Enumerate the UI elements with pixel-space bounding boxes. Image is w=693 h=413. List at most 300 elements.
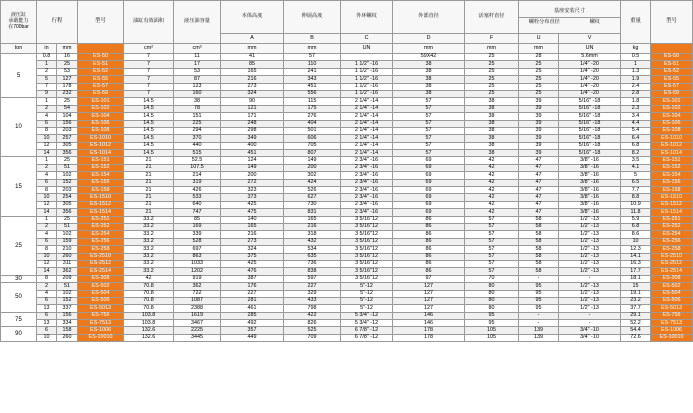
oil-area-cell: 103.8 [124, 312, 174, 319]
capacity-cell: 10 [1, 98, 37, 157]
outer-thread-cell: 2 3/4" -16 [341, 187, 393, 194]
stroke-mm-cell: 152 [57, 297, 78, 304]
extended-height-cell: 57 [284, 54, 341, 61]
body-height-cell: 216 [221, 76, 284, 83]
thread-cell: 1/2" -13 [559, 305, 621, 312]
plunger-diameter-cell: 105 [465, 334, 519, 341]
stroke-in-cell: 4 [37, 290, 57, 297]
table-row [1, 150, 693, 157]
weight-cell: 3.5 [621, 157, 651, 164]
bolt-circle-cell: 25 [519, 90, 559, 97]
model-right-cell: ES-52 [651, 68, 693, 75]
model-cell: ES-102 [78, 105, 124, 112]
stroke-in-cell: 13 [37, 305, 57, 312]
thread-cell: 3/8" -16 [559, 201, 621, 208]
table-row [1, 142, 693, 149]
outer-thread-cell: 1 1/2" -16 [341, 61, 393, 68]
body-height-cell: 216 [221, 231, 284, 238]
oil-capacity-cell: 107.5 [174, 164, 221, 171]
outer-diameter-cell: 127 [393, 290, 465, 297]
plunger-diameter-cell: 38 [465, 98, 519, 105]
oil-capacity-cell: 1202 [174, 268, 221, 275]
outer-diameter-cell: 69 [393, 187, 465, 194]
table-row [1, 275, 693, 282]
thread-cell: 3/8" -16 [559, 179, 621, 186]
extended-height-cell: 115 [284, 98, 341, 105]
bolt-circle-cell: 95 [519, 283, 559, 290]
thread-cell: 5/16" -18 [559, 120, 621, 127]
model-cell: ES-108 [78, 127, 124, 134]
stroke-in-cell: 2 [37, 105, 57, 112]
extended-height-cell: 241 [284, 68, 341, 75]
mount-size-header [519, 1, 621, 34]
letter-v: V [559, 34, 621, 44]
oil-capacity-cell: 123 [174, 83, 221, 90]
model-right-cell: ES-252 [651, 223, 693, 230]
oil-area-cell: 21 [124, 172, 174, 179]
outer-thread-cell: 2 1/4" -14 [341, 105, 393, 112]
stroke-mm-cell: 156 [57, 120, 78, 127]
extended-height-cell: 329 [284, 290, 341, 297]
capacity-cell: 90 [1, 327, 37, 342]
oil-area-cell: 132.6 [124, 327, 174, 334]
plunger-diameter-cell: 42 [465, 209, 519, 216]
stroke-in-cell: 9 [37, 90, 57, 97]
extended-height-cell: 227 [284, 283, 341, 290]
outer-thread-cell: 2 3/4" -16 [341, 157, 393, 164]
weight-cell: 2.8 [621, 90, 651, 97]
model-right-cell: ES-1006 [651, 327, 693, 334]
bolt-circle-cell: 39 [519, 98, 559, 105]
outer-diameter-cell: 178 [393, 334, 465, 341]
bolt-circle-cell: 39 [519, 120, 559, 127]
bolt-circle-cell: 95 [519, 290, 559, 297]
table-row [1, 187, 693, 194]
table-row [1, 157, 693, 164]
body-height-cell: 149 [221, 164, 284, 171]
body-height-cell: 492 [221, 320, 284, 327]
weight-cell: 6.8 [621, 223, 651, 230]
plunger-diameter-cell: 25 [465, 90, 519, 97]
unit-capacity: cm³ [174, 44, 221, 54]
model-cell: ES-2512 [78, 260, 124, 267]
thread-cell: 3/8" -16 [559, 209, 621, 216]
oil-area-cell: 33.2 [124, 238, 174, 245]
body-height-cell: 90 [221, 98, 284, 105]
table-row [1, 201, 693, 208]
model-cell: ES-101 [78, 98, 124, 105]
bolt-circle-cell: 47 [519, 157, 559, 164]
thread-cell: 5.6mm [559, 54, 621, 61]
body-height-cell: 387 [221, 275, 284, 282]
oil-area-cell: 33.2 [124, 246, 174, 253]
table-row [1, 320, 693, 327]
thread-cell: 5/16" -18 [559, 113, 621, 120]
stroke-in-cell: 6 [37, 297, 57, 304]
stroke-in-cell: 2 [37, 283, 57, 290]
outer-diameter-cell: 38 [393, 90, 465, 97]
stroke-in-cell: 6 [37, 179, 57, 186]
body-height-cell: 140 [221, 216, 284, 223]
bolt-circle-cell: 58 [519, 238, 559, 245]
extended-height-cell: 798 [284, 305, 341, 312]
oil-area-cell: 21 [124, 157, 174, 164]
model-right-cell: ES-251 [651, 216, 693, 223]
outer-thread-cell: 2 3/4" -16 [341, 179, 393, 186]
body-height-cell: 373 [221, 194, 284, 201]
model-cell: ES-59 [78, 90, 124, 97]
outer-thread-cell: 5 3/4" -12 [341, 312, 393, 319]
weight-cell: 5.4 [621, 127, 651, 134]
outer-thread-cell: 1 1/2" -16 [341, 76, 393, 83]
outer-diameter-cell: 69 [393, 209, 465, 216]
model-cell: ES-504 [78, 290, 124, 297]
extended-height-cell: 276 [284, 113, 341, 120]
outer-diameter-cell: 97 [393, 275, 465, 282]
bolt-circle-cell: 25 [519, 61, 559, 68]
body-height-cell: 165 [221, 68, 284, 75]
outer-diameter-cell: 69 [393, 201, 465, 208]
thread-cell: 1/4" -20 [559, 90, 621, 97]
unit-d: mm [393, 44, 465, 54]
oil-area-cell: 21 [124, 209, 174, 216]
plunger-diameter-cell: 57 [465, 231, 519, 238]
body-height-cell: 324 [221, 90, 284, 97]
extended-height-cell: 149 [284, 157, 341, 164]
thread-cell: 3/4" -10 [559, 334, 621, 341]
oil-area-cell: 7 [124, 76, 174, 83]
thread-cell: 5/16" -18 [559, 127, 621, 134]
bolt-circle-cell: 58 [519, 246, 559, 253]
letter-d: D [393, 34, 465, 44]
outer-diameter-cell: 86 [393, 268, 465, 275]
stroke-mm-cell: 337 [57, 305, 78, 312]
outer-diameter-cell: 38 [393, 83, 465, 90]
stroke-mm-cell: 156 [57, 312, 78, 319]
stroke-mm-cell: 203 [57, 127, 78, 134]
model-right-cell: ES-106 [651, 120, 693, 127]
plunger-diameter-cell: 25 [465, 83, 519, 90]
model-right-cell: ES-258 [651, 246, 693, 253]
model-right-cell: ES-158 [651, 187, 693, 194]
outer-thread-cell: 2 3/4" -16 [341, 164, 393, 171]
model-right-cell: ES-55 [651, 76, 693, 83]
outer-thread-cell: 2 1/4" -14 [341, 98, 393, 105]
oil-capacity-cell: 533 [174, 194, 221, 201]
oil-area-cell: 14.5 [124, 120, 174, 127]
body-height-cell: 85 [221, 61, 284, 68]
body-height-cell: 324 [221, 246, 284, 253]
oil-area-cell: 7 [124, 68, 174, 75]
letter-b: B [284, 34, 341, 44]
body-height-cell: 41 [221, 54, 284, 61]
plunger-diameter-cell: 42 [465, 157, 519, 164]
stroke-in-cell: 12 [37, 260, 57, 267]
bolt-circle-cell: 58 [519, 268, 559, 275]
extended-height-header: 伸展高度 [284, 1, 341, 34]
stroke-mm-cell: 53 [57, 68, 78, 75]
model-right-cell: ES-256 [651, 238, 693, 245]
body-height-cell: 461 [221, 305, 284, 312]
extended-height-cell: 404 [284, 120, 341, 127]
plunger-diameter-cell: 57 [465, 260, 519, 267]
model-right-cell: ES-1514 [651, 209, 693, 216]
stroke-in-cell: 1 [37, 61, 57, 68]
oil-capacity-cell: 3445 [174, 334, 221, 341]
body-height-cell: 176 [221, 283, 284, 290]
stroke-mm-cell: 362 [57, 268, 78, 275]
outer-thread-cell: 5"-12 [341, 305, 393, 312]
weight-cell: 7.7 [621, 187, 651, 194]
model-right-cell: ES-101 [651, 98, 693, 105]
table-row [1, 209, 693, 216]
extended-height-cell: 200 [284, 164, 341, 171]
oil-area-cell: 33.2 [124, 260, 174, 267]
body-height-cell: 248 [221, 120, 284, 127]
outer-diameter-cell: 69 [393, 172, 465, 179]
thread-cell: 5/16" -18 [559, 150, 621, 157]
thread-cell: 1/4" -20 [559, 76, 621, 83]
thread-header: 螺纹 [589, 18, 600, 25]
outer-thread-cell: 2 1/4" -14 [341, 150, 393, 157]
weight-cell: 19.1 [621, 290, 651, 297]
outer-thread-cell: 6 7/8" -12 [341, 334, 393, 341]
weight-cell: 2.4 [621, 83, 651, 90]
oil-capacity-cell: 1033 [174, 260, 221, 267]
weight-cell: 8.2 [621, 150, 651, 157]
thread-cell: 5/16" -18 [559, 98, 621, 105]
stroke-in-cell: 8 [37, 127, 57, 134]
bolt-circle-cell: 47 [519, 179, 559, 186]
oil-capacity-cell: 3467 [174, 320, 221, 327]
outer-thread-cell: 3 5/16"12 [341, 231, 393, 238]
oil-capacity-cell: 225 [174, 120, 221, 127]
outer-thread-cell: 3 5/16"12 [341, 253, 393, 260]
oil-area-cell: 7 [124, 61, 174, 68]
oil-capacity-cell: 747 [174, 209, 221, 216]
weight-cell: 1 [621, 61, 651, 68]
extended-height-cell: 302 [284, 172, 341, 179]
stroke-mm-cell: 102 [57, 172, 78, 179]
body-height-cell: 425 [221, 201, 284, 208]
plunger-diameter-cell: 57 [465, 223, 519, 230]
bolt-circle-cell: - [519, 312, 559, 319]
bolt-circle-cell: 95 [519, 297, 559, 304]
extended-height-cell: 534 [284, 246, 341, 253]
model-cell: ES-55 [78, 76, 124, 83]
table-row [1, 120, 693, 127]
unit-a: mm [221, 44, 284, 54]
model-right-cell: ES-57 [651, 83, 693, 90]
thread-cell: - [559, 320, 621, 327]
extended-height-cell: 597 [284, 275, 341, 282]
stroke-mm-cell: 311 [57, 260, 78, 267]
stroke-mm-cell: 159 [57, 238, 78, 245]
stroke-mm-cell: 102 [57, 290, 78, 297]
body-height-cell: 323 [221, 187, 284, 194]
oil-area-cell: 33.2 [124, 231, 174, 238]
oil-area-cell: 33.2 [124, 223, 174, 230]
outer-diameter-cell: 69 [393, 194, 465, 201]
stroke-in-cell: 10 [37, 135, 57, 142]
outer-thread-cell: 3 5/16"12 [341, 223, 393, 230]
oil-capacity-cell: 17 [174, 61, 221, 68]
body-height-cell: 165 [221, 223, 284, 230]
bolt-circle-cell: 39 [519, 127, 559, 134]
oil-capacity-cell: 370 [174, 135, 221, 142]
outer-diameter-cell: 57 [393, 113, 465, 120]
body-height-header: 本体高度 [221, 1, 284, 34]
thread-cell: 3/4" -10 [559, 327, 621, 334]
bolt-circle-cell: 58 [519, 231, 559, 238]
model-cell: ES-104 [78, 113, 124, 120]
extended-height-cell: 451 [284, 83, 341, 90]
extended-height-cell: 831 [284, 209, 341, 216]
oil-capacity-cell: 426 [174, 187, 221, 194]
table-row [1, 312, 693, 319]
thread-cell: 3/8" -16 [559, 172, 621, 179]
capacity-header-text: 液压缸 承载能力 在700bar [8, 12, 29, 30]
stroke-mm-cell: 232 [57, 90, 78, 97]
weight-header: 重量 [621, 1, 651, 44]
oil-area-cell: 33.2 [124, 268, 174, 275]
outer-diameter-cell: 127 [393, 283, 465, 290]
table-row [1, 164, 693, 171]
model-right-cell: ES-756 [651, 312, 693, 319]
weight-cell: 4.4 [621, 120, 651, 127]
thread-cell: - [559, 275, 621, 282]
plunger-diameter-cell: 42 [465, 194, 519, 201]
extended-height-cell: 736 [284, 260, 341, 267]
model-cell: ES-1012 [78, 142, 124, 149]
thread-cell: 3/8" -16 [559, 194, 621, 201]
weight-cell: 16.3 [621, 260, 651, 267]
table-row [1, 76, 693, 83]
stroke-in-cell: 14 [37, 150, 57, 157]
oil-capacity-cell: 38 [174, 98, 221, 105]
plunger-diameter-cell: 42 [465, 201, 519, 208]
weight-cell: 1.9 [621, 76, 651, 83]
stroke-in-cell: 1 [37, 98, 57, 105]
table-row [1, 297, 693, 304]
model-cell: ES-506 [78, 297, 124, 304]
oil-area-cell: 14.5 [124, 135, 174, 142]
model-right-cell: ES-104 [651, 113, 693, 120]
model-cell: ES-502 [78, 283, 124, 290]
capacity-cell: 5 [1, 54, 37, 98]
outer-thread-cell: 5"-12 [341, 290, 393, 297]
stroke-in-cell: 1 [37, 157, 57, 164]
table-row [1, 223, 693, 230]
stroke-mm-cell: 102 [57, 231, 78, 238]
extended-height-cell: 526 [284, 187, 341, 194]
oil-capacity-cell: 697 [174, 246, 221, 253]
table-row [1, 305, 693, 312]
model-cell: ES-1512 [78, 201, 124, 208]
extended-height-cell: 165 [284, 216, 341, 223]
plunger-diameter-cell: 38 [465, 127, 519, 134]
oil-capacity-cell: 640 [174, 201, 221, 208]
weight-cell: 5.9 [621, 216, 651, 223]
capacity-cell: 75 [1, 312, 37, 327]
plunger-diameter-cell: 25 [465, 76, 519, 83]
model-right-cell: ES-2514 [651, 268, 693, 275]
outer-diameter-cell: 86 [393, 260, 465, 267]
model-cell: ES-158 [78, 187, 124, 194]
extended-height-cell: 525 [284, 327, 341, 334]
outer-thread-cell: 1 1/2" -16 [341, 83, 393, 90]
model-right-cell: ES-108 [651, 127, 693, 134]
model-header: 型号 [78, 1, 124, 44]
oil-capacity-cell: 440 [174, 142, 221, 149]
plunger-diameter-cell: 25 [465, 54, 519, 61]
weight-cell: 10 [621, 238, 651, 245]
plunger-diameter-cell: 42 [465, 187, 519, 194]
stroke-mm-cell: 152 [57, 179, 78, 186]
oil-area-cell: 14.5 [124, 127, 174, 134]
stroke-mm-cell: 356 [57, 209, 78, 216]
oil-capacity-cell: 52.5 [174, 157, 221, 164]
plunger-diameter-header: 活塞杆直径 [465, 1, 519, 34]
capacity-header [1, 1, 37, 44]
outer-thread-cell [341, 54, 393, 61]
model-cell: ES-57 [78, 83, 124, 90]
extended-height-cell: 627 [284, 194, 341, 201]
capacity-cell: 25 [1, 216, 37, 275]
weight-cell: 10.9 [621, 201, 651, 208]
outer-diameter-cell: 146 [393, 312, 465, 319]
oil-capacity-header: 液压油容量 [174, 1, 221, 44]
model-right-cell: ES-151 [651, 157, 693, 164]
weight-cell: 6.8 [621, 142, 651, 149]
stroke-in-cell: 4 [37, 113, 57, 120]
table-row [1, 253, 693, 260]
plunger-diameter-cell: 80 [465, 297, 519, 304]
stroke-mm-cell: 25 [57, 216, 78, 223]
weight-cell: 3.4 [621, 113, 651, 120]
oil-area-cell: 14.5 [124, 113, 174, 120]
table-row [1, 113, 693, 120]
oil-area-cell: 7 [124, 83, 174, 90]
plunger-diameter-cell: 80 [465, 290, 519, 297]
thread-cell: - [559, 312, 621, 319]
oil-area-cell: 7 [124, 90, 174, 97]
thread-cell: 1/2" -13 [559, 216, 621, 223]
weight-cell: 8.8 [621, 194, 651, 201]
stroke-mm-cell: 25 [57, 98, 78, 105]
thread-cell: 1/2" -13 [559, 297, 621, 304]
body-height-cell: 425 [221, 260, 284, 267]
model-right-cell: ES-1512 [651, 201, 693, 208]
plunger-diameter-cell: 57 [465, 216, 519, 223]
model-cell: ES-156 [78, 179, 124, 186]
body-height-cell: 449 [221, 334, 284, 341]
oil-area-cell: 21 [124, 187, 174, 194]
plunger-diameter-cell: 95 [465, 320, 519, 327]
oil-area-cell: 70.8 [124, 305, 174, 312]
table-row [1, 290, 693, 297]
table-row [1, 135, 693, 142]
oil-area-cell: 14.5 [124, 105, 174, 112]
extended-height-cell: 635 [284, 253, 341, 260]
table-row [1, 127, 693, 134]
stroke-mm-cell: 356 [57, 150, 78, 157]
stroke-in-cell: 1 [37, 216, 57, 223]
table-row [1, 216, 693, 223]
outer-diameter-cell: 146 [393, 320, 465, 327]
model-right-cell: ES-51 [651, 61, 693, 68]
thread-cell: 1/4" -20 [559, 83, 621, 90]
